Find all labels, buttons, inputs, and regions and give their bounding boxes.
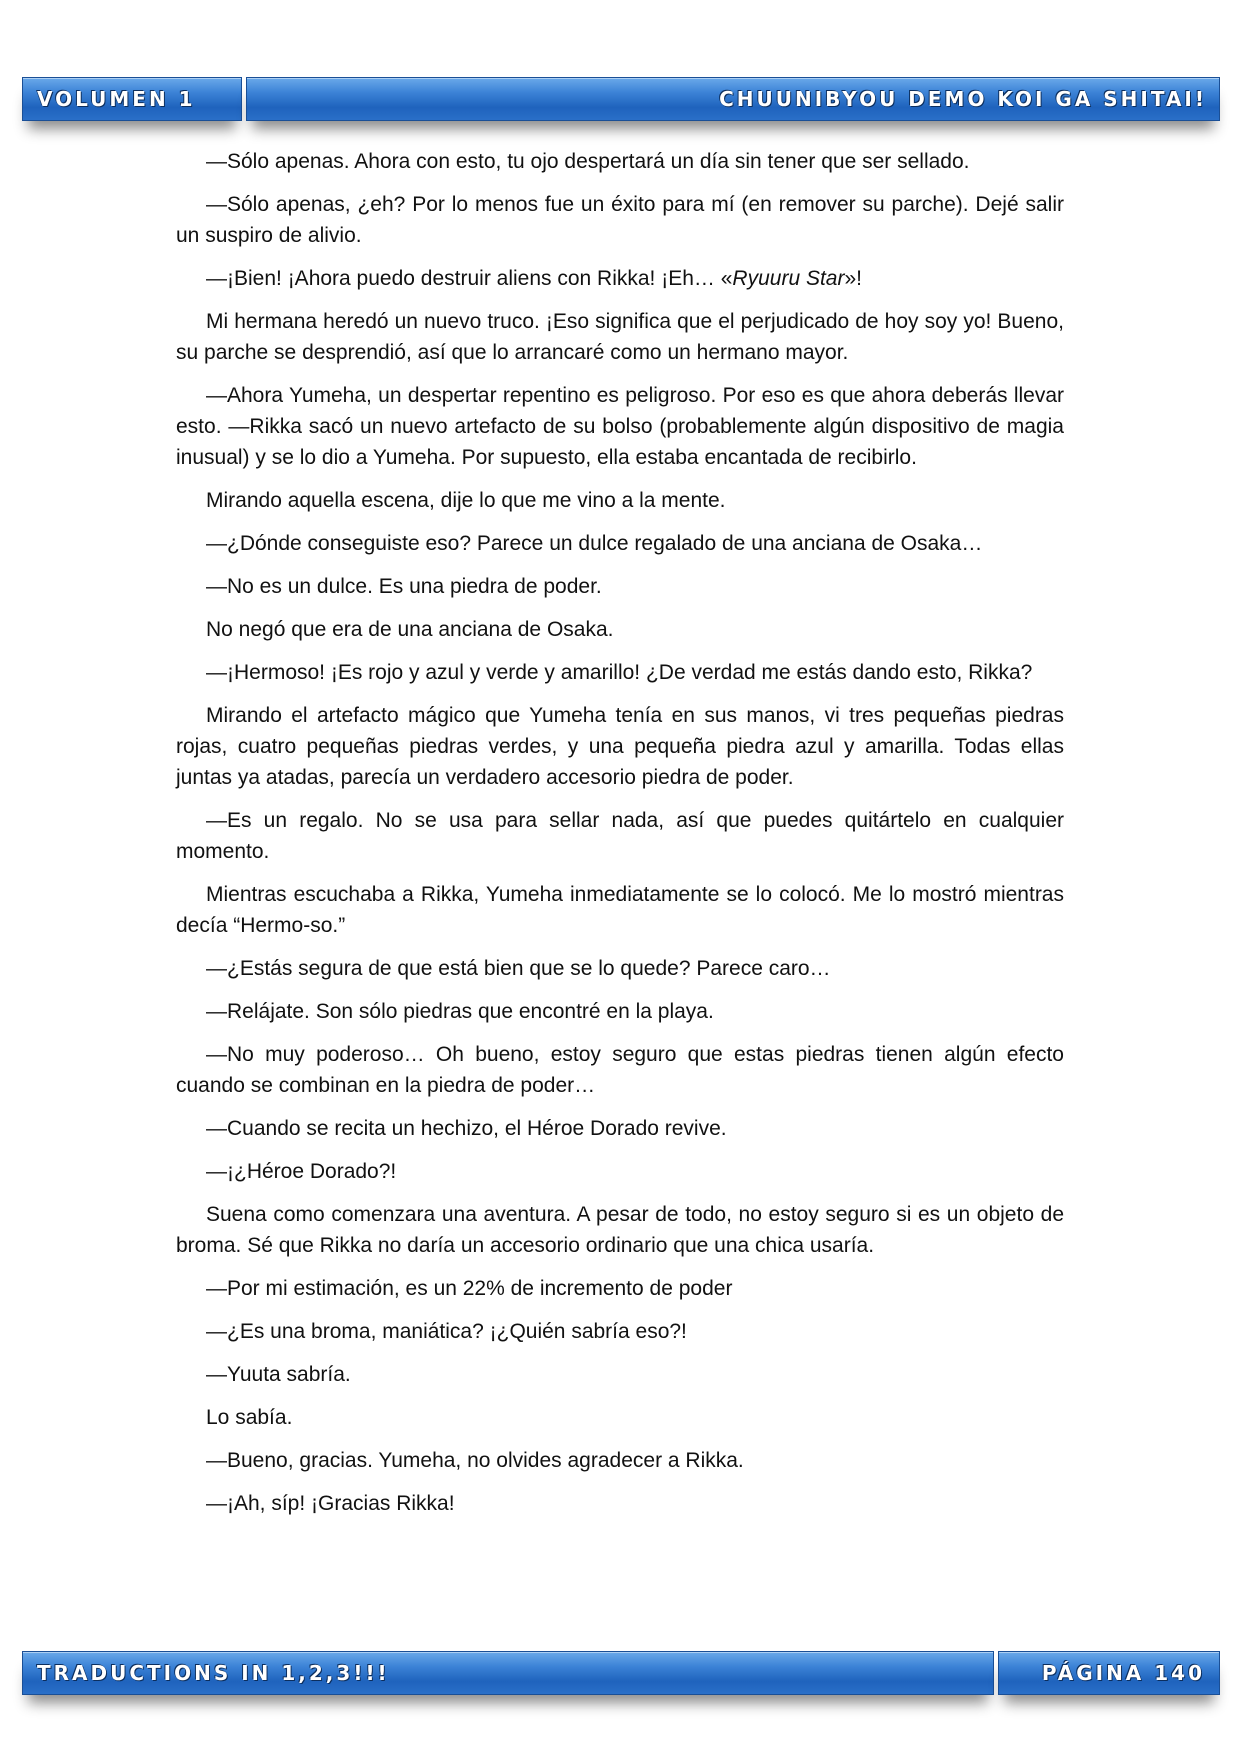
paragraph: —¡Ah, síp! ¡Gracias Rikka! bbox=[206, 1492, 455, 1515]
paragraph: —Sólo apenas. Ahora con esto, tu ojo despertará un día sin tener que ser sellado. bbox=[206, 150, 970, 173]
paragraph: —¡Hermoso! ¡Es rojo y azul y verde y amarillo! ¿De verdad me estás dando esto, Rikka? bbox=[206, 661, 1033, 684]
paragraph-text: —¡Bien! ¡Ahora puedo destruir aliens con Rikka! ¡Eh… « bbox=[206, 267, 733, 290]
paragraph: —Bueno, gracias. Yumeha, no olvides agradecer a Rikka. bbox=[206, 1449, 744, 1472]
paragraph: —Yuuta sabría. bbox=[206, 1363, 351, 1386]
footer-group-label: TRADUCTIONS IN 1,2,3!!! bbox=[37, 1661, 390, 1685]
paragraph: —No muy poderoso… Oh bueno, estoy seguro que estas piedras tienen algún efecto cuando se combinan en la piedra de poder… bbox=[176, 1043, 1064, 1097]
paragraph: —No es un dulce. Es una piedra de poder. bbox=[206, 575, 602, 598]
italic-term: Ryuuru Star bbox=[732, 267, 845, 290]
paragraph: Mi hermana heredó un nuevo truco. ¡Eso significa que el perjudicado de hoy soy yo! Bueno, su parche se desprendió, así que lo arrancaré como un hermano mayor. bbox=[176, 310, 1064, 364]
page-body bbox=[176, 146, 1064, 1531]
paragraph: —Ahora Yumeha, un despertar repentino es peligroso. Por eso es que ahora deberás llevar esto. —Rikka sacó un nuevo artefacto de su bolso (probablemente algún dispositivo de magia inusual) y se lo dio a Yumeha. Por supuesto, ella estaba encantada de recibirlo. bbox=[176, 384, 1064, 469]
paragraph: —Es un regalo. No se usa para sellar nada, así que puedes quitártelo en cualquier momento. bbox=[176, 809, 1064, 863]
footer-page-bar bbox=[998, 1651, 1220, 1695]
footer-group-bar bbox=[22, 1651, 994, 1695]
paragraph: —Relájate. Son sólo piedras que encontré en la playa. bbox=[206, 1000, 714, 1023]
paragraph: Mirando aquella escena, dije lo que me vino a la mente. bbox=[206, 489, 726, 512]
paragraph: Mientras escuchaba a Rikka, Yumeha inmediatamente se lo colocó. Me lo mostró mientras decía “Hermo-so.” bbox=[176, 883, 1064, 937]
paragraph: —¿Estás segura de que está bien que se lo quede? Parece caro… bbox=[206, 957, 831, 980]
paragraph: No negó que era de una anciana de Osaka. bbox=[206, 618, 614, 641]
paragraph: —Por mi estimación, es un 22% de incremento de poder bbox=[206, 1277, 733, 1300]
paragraph: Mirando el artefacto mágico que Yumeha tenía en sus manos, vi tres pequeñas piedras rojas, cuatro pequeñas piedras verdes, y una pequeña piedra azul y amarilla. Todas ellas juntas ya atadas, parecía un verdadero accesorio piedra de poder. bbox=[176, 704, 1064, 789]
paragraph: —¿Es una broma, maniática? ¡¿Quién sabría eso?! bbox=[206, 1320, 687, 1343]
paragraph: —¿Dónde conseguiste eso? Parece un dulce regalado de una anciana de Osaka… bbox=[206, 532, 983, 555]
paragraph: —Sólo apenas, ¿eh? Por lo menos fue un éxito para mí (en remover su parche). Dejé salir un suspiro de alivio. bbox=[176, 193, 1064, 247]
header-volume-bar bbox=[22, 77, 242, 121]
paragraph: —Cuando se recita un hechizo, el Héroe Dorado revive. bbox=[206, 1117, 727, 1140]
header-title-bar bbox=[246, 77, 1220, 121]
paragraph: Lo sabía. bbox=[206, 1406, 293, 1429]
header-title: CHUUNIBYOU DEMO KOI GA SHITAI! bbox=[719, 87, 1207, 111]
page-number: PÁGINA 140 bbox=[1041, 1661, 1205, 1685]
header-volume-label: VOLUMEN 1 bbox=[37, 87, 196, 111]
paragraph bbox=[176, 263, 1064, 294]
paragraph-text: »! bbox=[844, 267, 862, 290]
paragraph: Suena como comenzara una aventura. A pesar de todo, no estoy seguro si es un objeto de broma. Sé que Rikka no daría un accesorio ordinario que una chica usaría. bbox=[176, 1203, 1064, 1257]
paragraph: —¡¿Héroe Dorado?! bbox=[206, 1160, 397, 1183]
